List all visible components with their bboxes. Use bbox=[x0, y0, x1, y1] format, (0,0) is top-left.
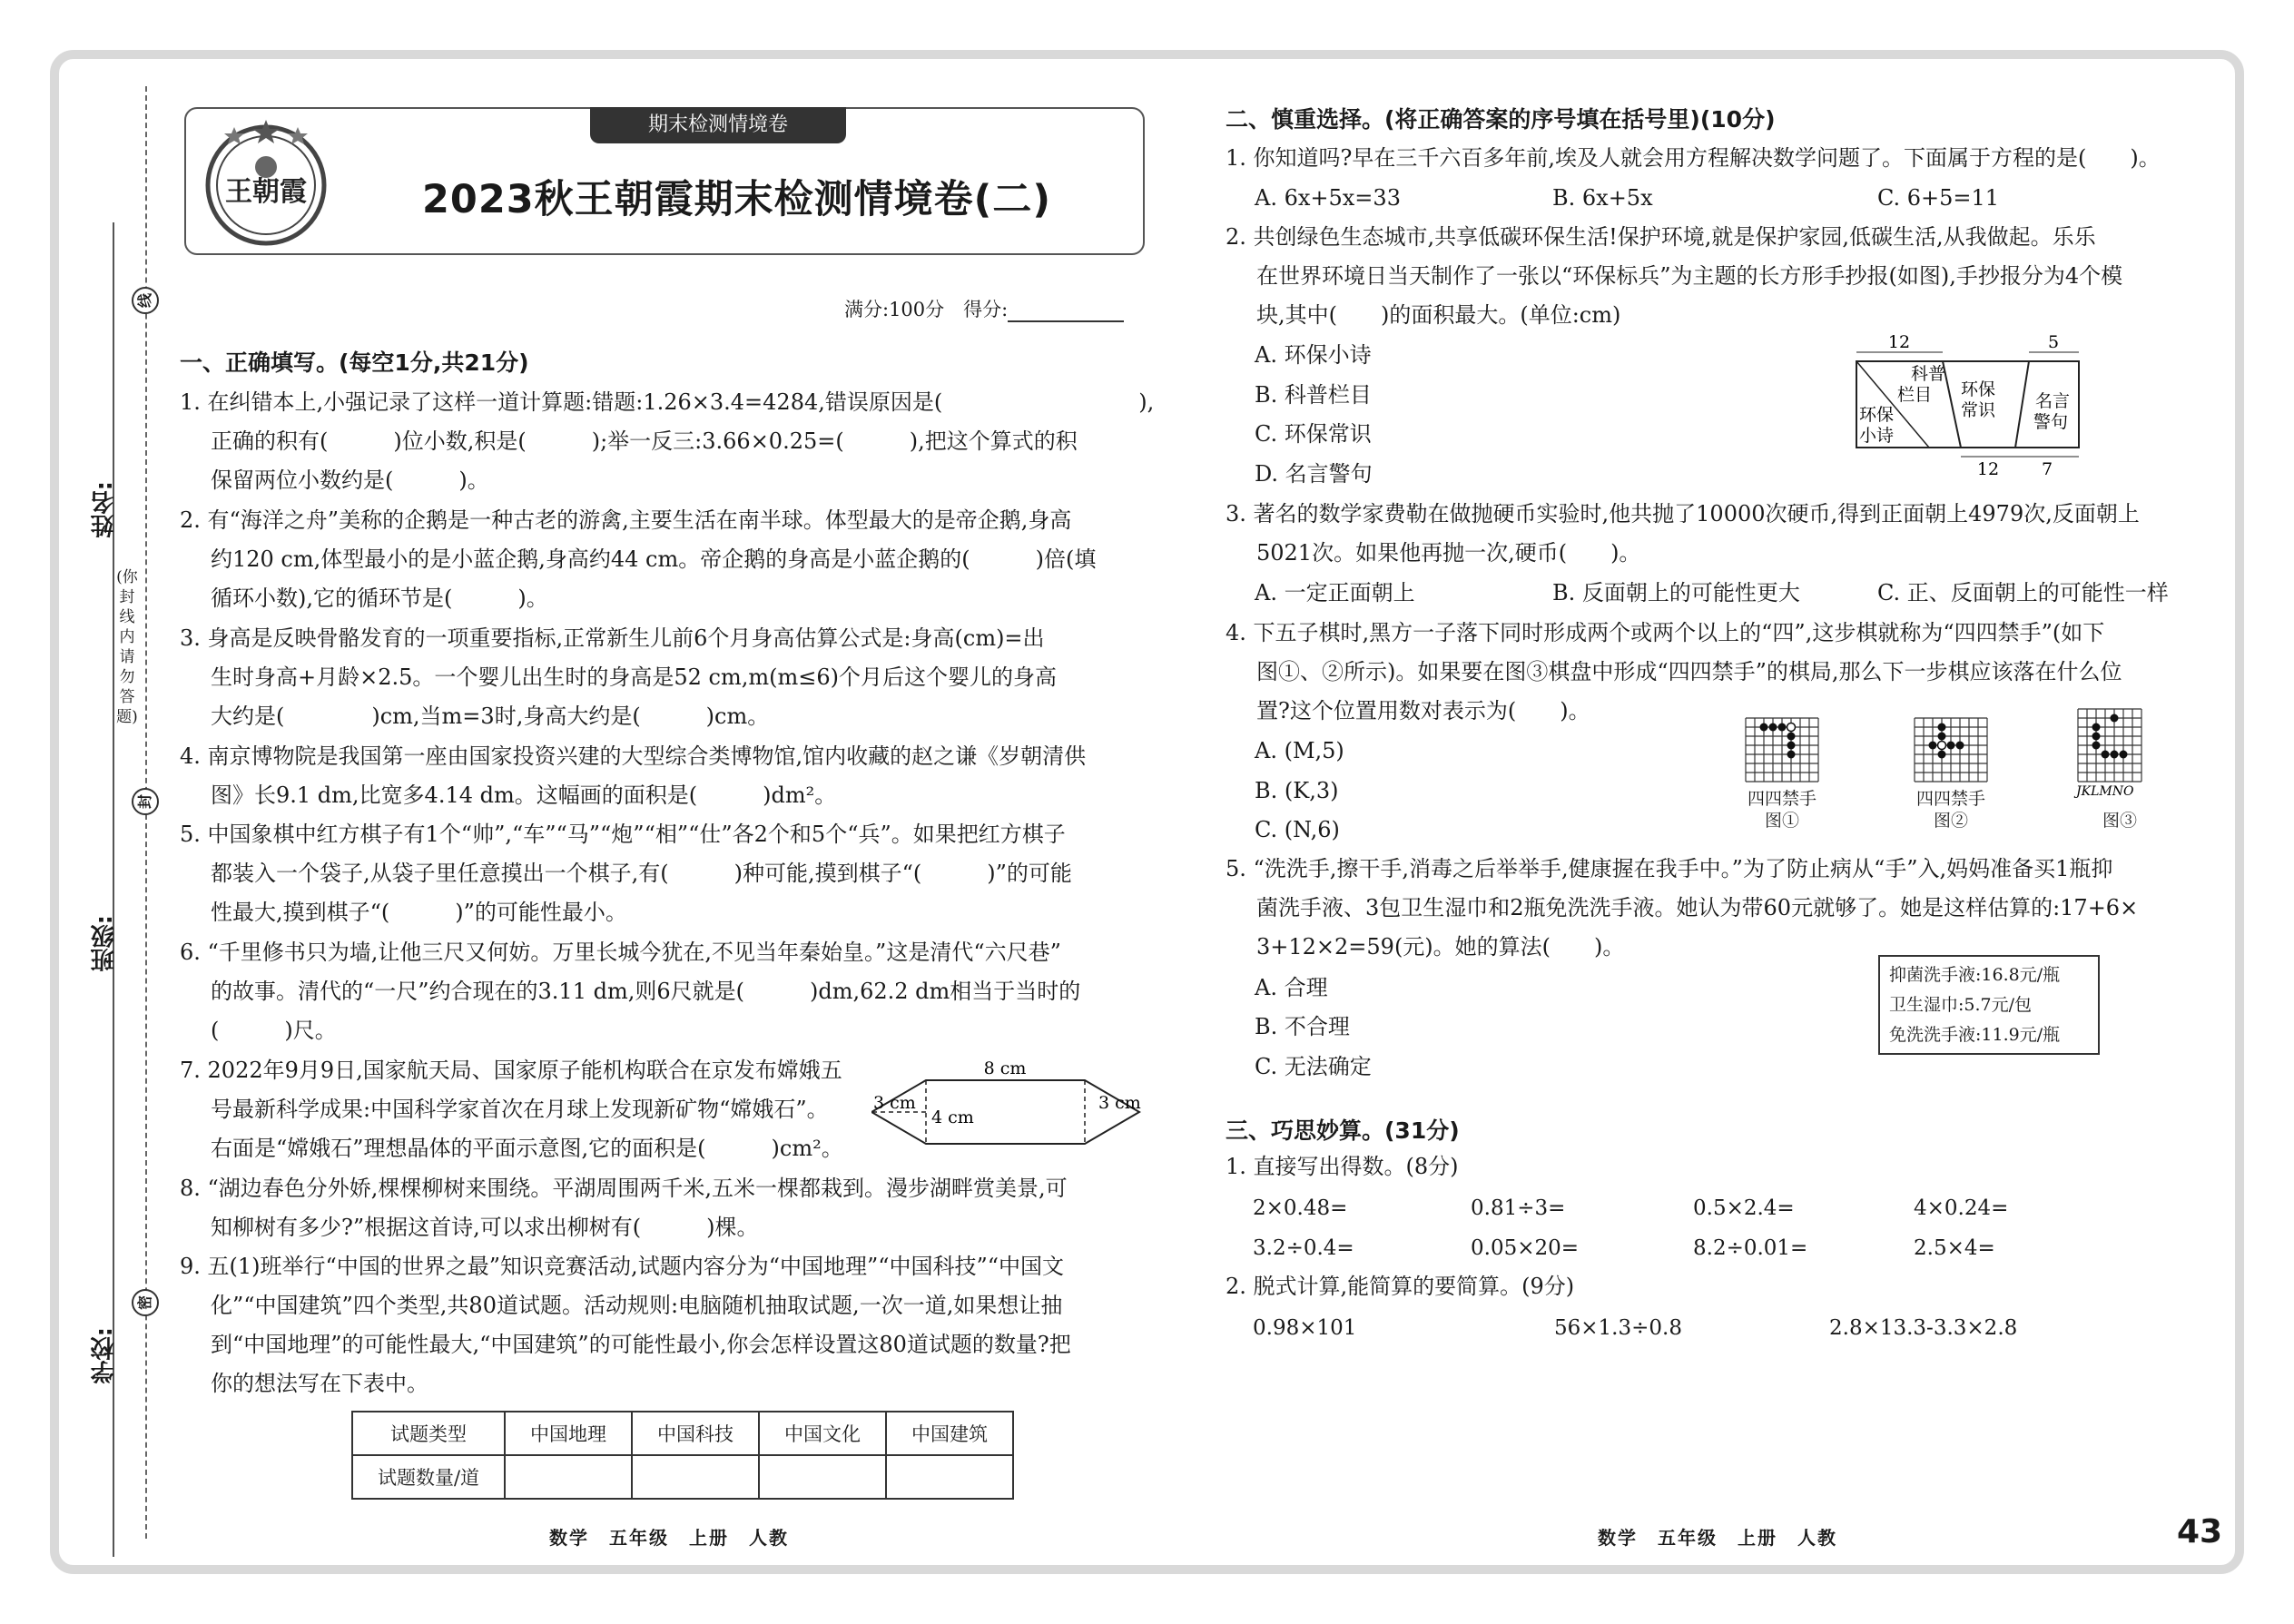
calc-item: 56×1.3÷0.8 bbox=[1554, 1316, 1682, 1340]
answer-cell[interactable] bbox=[505, 1455, 632, 1499]
gomoku-board-1 bbox=[1741, 714, 1823, 786]
option: B. 科普栏目 bbox=[1255, 382, 1372, 408]
option: A. 环保小诗 bbox=[1255, 342, 1372, 368]
option: C. 无法确定 bbox=[1255, 1054, 1372, 1079]
calc-item: 8.2÷0.01= bbox=[1693, 1236, 1808, 1260]
svg-text:7: 7 bbox=[2041, 459, 2053, 479]
binding-mark-feng: 封 bbox=[132, 788, 159, 815]
calc-item: 0.98×101 bbox=[1253, 1316, 1357, 1340]
question-2-2: 2. 共创绿色生态城市,共享低碳环保生活!保护环境,就是保护家园,低碳生活,从我做起。乐乐 在世界环境日当天制作了一张以“环保标兵”为主题的长方形手抄报(如图),手抄报分为4个模 块,其中( )的面积最大。(单位:cm) bbox=[1226, 224, 2123, 328]
question-1-3: 3. 身高是反映骨骼发育的一项重要指标,正常新生儿前6个月身高估算公式是:身高(cm)=出 生时身高+月龄×2.5。一个婴儿出生时的身高是52 cm,m(m≤6)个月后这个婴儿的身高 大约是( )cm,当m=3时,身高大约是( )cm。 bbox=[180, 625, 1058, 729]
answer-cell[interactable] bbox=[886, 1455, 1013, 1499]
option: B. 不合理 bbox=[1255, 1014, 1350, 1039]
footer-left: 数学 五年级 上册 人教 bbox=[549, 1527, 789, 1549]
option: A. (M,5) bbox=[1255, 738, 1344, 763]
section3-sub2: 2. 脱式计算,能简算的要简算。(9分) bbox=[1226, 1274, 1575, 1299]
name-label: 姓名: bbox=[91, 481, 118, 538]
question-1-4: 4. 南京博物院是我国第一座由国家投资兴建的大型综合类博物馆,馆内收藏的赵之谦《岁朝清供 图》长9.1 dm,比宽多4.14 dm。这幅画的面积是( )dm²。 bbox=[180, 743, 1087, 808]
footer-right: 数学 五年级 上册 人教 bbox=[1598, 1527, 1837, 1549]
calc-item: 3.2÷0.4= bbox=[1253, 1236, 1354, 1260]
question-1-9: 9. 五(1)班举行“中国的世界之最”知识竞赛活动,试题内容分为“中国地理”“中国科技”“中国文 化”“中国建筑”四个类型,共80道试题。活动规则:电脑随机抽取试题,一次一道,如果想让抽 到“中国地理”的可能性最大,“中国建筑”的可能性最小,你会怎样设置这80道试题的数量?把 你的想法写在下表中。 bbox=[180, 1254, 1071, 1396]
calc-item: 4×0.24= bbox=[1914, 1196, 2009, 1220]
question-1-2: 2. 有“海洋之舟”美称的企鹅是一种古老的游禽,主要生活在南半球。体型最大的是帝企鹅,身高 约120 cm,体型最小的是小蓝企鹅,身高约44 cm。帝企鹅的身高是小蓝企鹅的( )倍(填 循环小数),它的循环节是( )。 bbox=[180, 507, 1097, 611]
header-tab: 期末检测情境卷 bbox=[590, 107, 846, 143]
option: A. 6x+5x=33 bbox=[1255, 185, 1401, 211]
svg-text:环保: 环保 bbox=[1961, 379, 1996, 399]
binding-mark-mi: 密 bbox=[132, 1289, 159, 1316]
gomoku-board-3 bbox=[2073, 704, 2164, 804]
svg-text:常识: 常识 bbox=[1961, 400, 1996, 420]
question-2-4: 4. 下五子棋时,黑方一子落下同时形成两个或两个以上的“四”,这步棋就称为“四四禁手”(如下 图①、②所示)。如果要在图③棋盘中形成“四四禁手”的棋局,那么下一步棋应该落在什么位 置?这个位置用数对表示为( )。 bbox=[1226, 620, 2122, 723]
svg-text:科普: 科普 bbox=[1911, 364, 1946, 384]
board-1-caption: 四四禁手 图① bbox=[1747, 789, 1816, 831]
svg-text:12: 12 bbox=[1887, 334, 1911, 352]
option: C. 正、反面朝上的可能性一样 bbox=[1877, 580, 2169, 605]
svg-text:环保: 环保 bbox=[1859, 405, 1895, 425]
option: C. (N,6) bbox=[1255, 817, 1340, 842]
score-line: 满分:100分 得分: bbox=[844, 295, 1124, 322]
question-2-3: 3. 著名的数学家费勒在做抛硬币实验时,他共抛了10000次硬币,得到正面朝上4979次,反面朝上 5021次。如果他再抛一次,硬币( )。 bbox=[1226, 501, 2140, 566]
question-1-8: 8. “湖边春色分外娇,棵棵柳树来围绕。平湖周围两千米,五米一棵都栽到。漫步湖畔赏美景,可 知柳树有多少?”根据这首诗,可以求出柳树有( )棵。 bbox=[180, 1176, 1068, 1240]
svg-text:栏目: 栏目 bbox=[1897, 385, 1933, 405]
gomoku-board-2 bbox=[1910, 714, 1992, 786]
svg-text:JKLMNO: JKLMNO bbox=[2076, 784, 2134, 799]
section3-sub1: 1. 直接写出得数。(8分) bbox=[1226, 1154, 1459, 1179]
board-2-caption: 四四禁手 图② bbox=[1915, 789, 1985, 831]
question-count-table: 试题类型 中国地理 中国科技 中国文化 中国建筑 试题数量/道 bbox=[351, 1411, 1014, 1500]
svg-text:3 cm: 3 cm bbox=[1098, 1093, 1141, 1113]
question-2-1: 1. 你知道吗?早在三千六百多年前,埃及人就会用方程解决数学问题了。下面属于方程的是( )。 bbox=[1226, 145, 2161, 171]
svg-text:12: 12 bbox=[1976, 459, 2000, 479]
poster-layout-diagram bbox=[1843, 334, 2088, 479]
section3-title: 三、巧思妙算。(31分) bbox=[1226, 1117, 1460, 1144]
answer-cell[interactable] bbox=[632, 1455, 759, 1499]
school-label: 学校: bbox=[91, 1327, 118, 1384]
page-number: 43 bbox=[2177, 1513, 2223, 1550]
logo-seal-icon bbox=[198, 114, 334, 249]
question-1-6: 6. “千里修书只为墙,让他三尺又何妨。万里长城今犹在,不见当年秦始皇。”这是清代“六尺巷” 的故事。清代的“一尺”约合现在的3.11 dm,则6尺就是( )dm,62.2 dm相当于当时的 ( )尺。 bbox=[180, 940, 1081, 1043]
calc-item: 0.81÷3= bbox=[1471, 1196, 1566, 1220]
calc-item: 2×0.48= bbox=[1253, 1196, 1348, 1220]
question-1-1: 1. 在纠错本上,小强记录了这样一道计算题:错题:1.26×3.4=4284,错误原因是( ), 正确的积有( )位小数,积是( );举一反三:3.66×0.25=( ),把这个算式的积 保留两位小数约是( )。 bbox=[180, 389, 1155, 493]
calc-item: 2.8×13.3-3.3×2.8 bbox=[1829, 1316, 2018, 1340]
option: B. 反面朝上的可能性更大 bbox=[1552, 580, 1800, 605]
option: A. 一定正面朝上 bbox=[1255, 580, 1415, 605]
svg-text:王朝霞: 王朝霞 bbox=[225, 176, 307, 208]
change-stone-hexagon-diagram bbox=[871, 1058, 1162, 1157]
calc-item: 2.5×4= bbox=[1914, 1236, 1995, 1260]
svg-text:名言: 名言 bbox=[2035, 391, 2071, 411]
option: B. (K,3) bbox=[1255, 778, 1339, 803]
option: D. 名言警句 bbox=[1255, 461, 1373, 487]
class-label: 班级: bbox=[91, 915, 118, 972]
svg-text:4 cm: 4 cm bbox=[931, 1107, 974, 1127]
section1-title: 一、正确填写。(每空1分,共21分) bbox=[180, 349, 529, 376]
option: A. 合理 bbox=[1255, 975, 1328, 1000]
svg-text:5: 5 bbox=[2047, 334, 2060, 352]
board-3-caption: 图③ bbox=[2102, 811, 2137, 831]
svg-text:3 cm: 3 cm bbox=[873, 1093, 916, 1113]
question-2-5: 5. “洗洗手,擦干手,消毒之后举举手,健康握在我手中。”为了防止病从“手”入,妈妈准备买1瓶抑 菌洗手液、3包卫生湿巾和2瓶免洗洗手液。她认为带60元就够了。她是这样估算的:17+6× 3+12×2=59(元)。她的算法( )。 bbox=[1226, 856, 2139, 960]
price-list-box: 抑菌洗手液:16.8元/瓶 卫生湿巾:5.7元/包 免洗洗手液:11.9元/瓶 bbox=[1878, 955, 2100, 1055]
question-1-5: 5. 中国象棋中红方棋子有1个“帅”,“车”“马”“炮”“相”“仕”各2个和5个“兵”。如果把红方棋子 都装入一个袋子,从袋子里任意摸出一个棋子,有( )种可能,摸到棋子“( )”的可能 性最大,摸到棋子“( )”的可能性最小。 bbox=[180, 822, 1072, 925]
svg-text:8 cm: 8 cm bbox=[983, 1058, 1027, 1078]
binding-mark-xian: 线 bbox=[132, 287, 159, 314]
section2-title: 二、慎重选择。(将正确答案的序号填在括号里)(10分) bbox=[1226, 106, 1776, 133]
calc-item: 0.5×2.4= bbox=[1693, 1196, 1795, 1220]
svg-text:警句: 警句 bbox=[2033, 412, 2069, 432]
svg-text:小诗: 小诗 bbox=[1859, 426, 1895, 446]
option: C. 环保常识 bbox=[1255, 421, 1372, 447]
question-1-7: 7. 2022年9月9日,国家航天局、国家原子能机构联合在京发布嫦娥五 号最新科学成果:中国科学家首次在月球上发现新矿物“嫦娥石”。 右面是“嫦娥石”理想晶体的平面示意图,它的面积是( )cm²。 bbox=[180, 1058, 843, 1161]
calc-item: 0.05×20= bbox=[1471, 1236, 1580, 1260]
option: B. 6x+5x bbox=[1552, 185, 1653, 211]
option: C. 6+5=11 bbox=[1877, 185, 2000, 211]
page-title: 2023秋王朝霞期末检测情境卷(二) bbox=[422, 177, 1051, 222]
answer-cell[interactable] bbox=[759, 1455, 886, 1499]
binding-note: (你封线内请勿答题) bbox=[116, 568, 138, 726]
